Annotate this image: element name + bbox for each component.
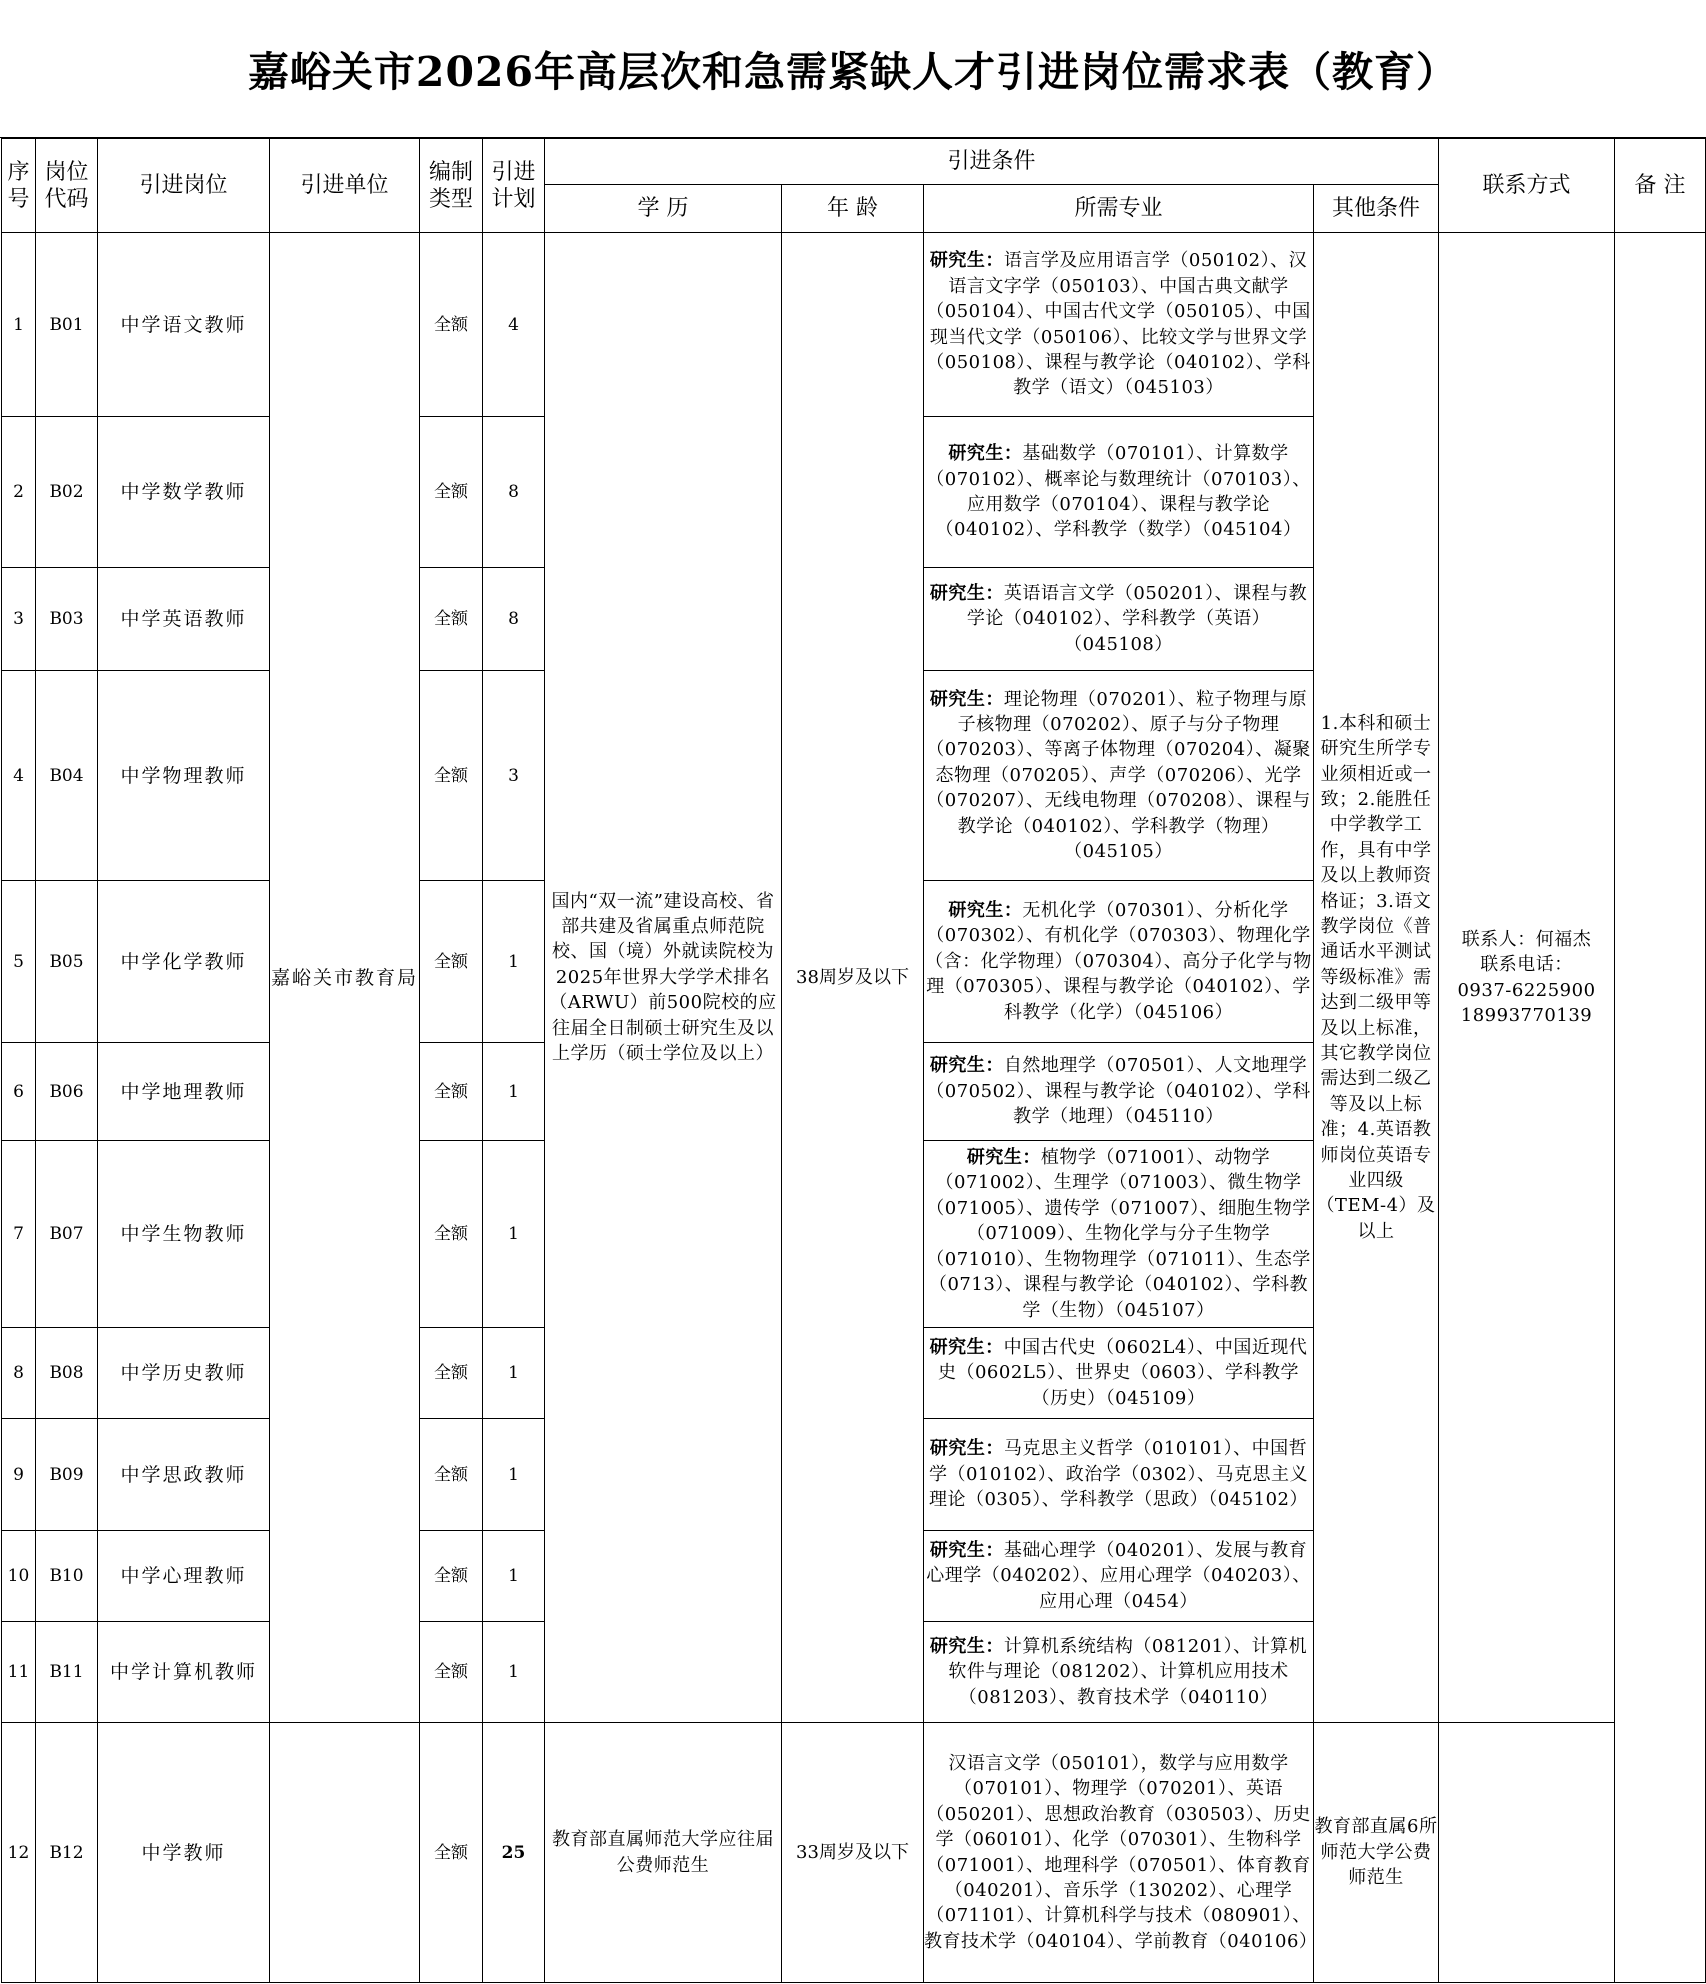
header-education: 学 历: [545, 185, 782, 233]
major-cell: [924, 417, 1314, 568]
table-row: [2, 1723, 1706, 1983]
major-cell: [924, 1141, 1314, 1328]
plan-cell: 4: [483, 233, 545, 417]
type-cell: 全额: [420, 1531, 483, 1622]
type-cell: 全额: [420, 1141, 483, 1328]
code-cell: B04: [36, 671, 98, 881]
code-cell: B05: [36, 881, 98, 1043]
seq-cell: 7: [2, 1141, 36, 1328]
education-cell: 国内“双一流”建设高校、省部共建及省属重点师范院校、国（境）外就读院校为2025年世界大学学术排名（ARWU）前500院校的应往届全日制硕士研究生及以上学历（硕士学位及以上）: [545, 233, 782, 1723]
major-text: 植物学（071001）、动物学（071002）、生理学（071003）、微生物学（071005）、遗传学（071007）、细胞生物学（071009）、生物化学与分子生物学（071010）、生物物理学（071011）、生态学（0713）、课程与教学论（040102）、学科教学（生物）（045107）: [926, 1147, 1311, 1321]
code-cell: B12: [36, 1723, 98, 1983]
seq-cell: 9: [2, 1419, 36, 1531]
title-band: [0, 0, 1706, 138]
other-conditions-cell: 1.本科和硕士研究生所学专业须相近或一致；2.能胜任中学教学工作，具有中学及以上教师资格证；3.语文教学岗位《普通话水平测试等级标准》需达到二级甲等及以上标准，其它教学岗位需达到二级乙等及以上标准；4.英语教师岗位英语专业四级（TEM-4）及以上: [1314, 233, 1439, 1723]
post-cell: 中学数学教师: [98, 417, 270, 568]
major-cell: [924, 881, 1314, 1043]
code-cell: B10: [36, 1531, 98, 1622]
seq-cell: 10: [2, 1531, 36, 1622]
education-cell: 教育部直属师范大学应往届公费师范生: [545, 1723, 782, 1983]
header-age: 年 龄: [782, 185, 924, 233]
type-cell: 全额: [420, 1622, 483, 1723]
header-major: 所需专业: [924, 185, 1314, 233]
seq-cell: 4: [2, 671, 36, 881]
major-text: 英语语言文学（050201）、课程与教学论（040102）、学科教学（英语）（045108）: [966, 582, 1308, 655]
major-text: 基础心理学（040201）、发展与教育心理学（040202）、应用心理学（040203）、应用心理（0454）: [926, 1539, 1311, 1612]
major-text: 语言学及应用语言学（050102）、汉语言文字学（050103）、中国古典文献学（050104）、中国古代文学（050105）、中国现当代文学（050106）、比较文学与世界文学（050108）、课程与教学论（040102）、学科教学（语文）（045103）: [926, 250, 1311, 399]
seq-cell: 8: [2, 1328, 36, 1419]
major-text: 基础数学（070101）、计算数学（070102）、概率论与数理统计（070103）、应用数学（070104）、课程与教学论（040102）、学科教学（数学）（045104）: [926, 443, 1311, 541]
seq-cell: 3: [2, 568, 36, 671]
code-cell: B03: [36, 568, 98, 671]
header-seq: 序号: [2, 139, 36, 233]
post-cell: 中学物理教师: [98, 671, 270, 881]
major-text: 自然地理学（070501）、人文地理学（070502）、课程与教学论（040102）、学科教学（地理）（045110）: [926, 1055, 1311, 1128]
post-cell: 中学思政教师: [98, 1419, 270, 1531]
code-cell: B01: [36, 233, 98, 417]
plan-cell: 8: [483, 417, 545, 568]
header-type: 编制类型: [420, 139, 483, 233]
major-label: 研究生：: [966, 1147, 1041, 1169]
major-cell: [924, 1622, 1314, 1723]
type-cell: 全额: [420, 1723, 483, 1983]
type-cell: 全额: [420, 417, 483, 568]
unit-cell: 嘉峪关市教育局: [270, 233, 420, 1723]
post-cell: 中学化学教师: [98, 881, 270, 1043]
major-cell: [924, 233, 1314, 417]
header-post: 引进岗位: [98, 139, 270, 233]
major-label: 研究生：: [929, 688, 1004, 710]
code-cell: B11: [36, 1622, 98, 1723]
header-plan: 引进计划: [483, 139, 545, 233]
major-cell: [924, 1043, 1314, 1141]
post-cell: 中学计算机教师: [98, 1622, 270, 1723]
plan-cell: 1: [483, 1622, 545, 1723]
seq-cell: 6: [2, 1043, 36, 1141]
major-label: 研究生：: [948, 443, 1023, 465]
type-cell: 全额: [420, 1328, 483, 1419]
plan-cell: 1: [483, 881, 545, 1043]
type-cell: 全额: [420, 233, 483, 417]
post-cell: 中学历史教师: [98, 1328, 270, 1419]
post-cell: 中学生物教师: [98, 1141, 270, 1328]
major-cell: [924, 568, 1314, 671]
post-cell: 中学心理教师: [98, 1531, 270, 1622]
header-row-1: [2, 139, 1706, 185]
plan-cell: 1: [483, 1419, 545, 1531]
header-conditions: 引进条件: [545, 139, 1439, 185]
code-cell: B07: [36, 1141, 98, 1328]
seq-cell: 5: [2, 881, 36, 1043]
plan-cell: 1: [483, 1328, 545, 1419]
code-cell: B09: [36, 1419, 98, 1531]
seq-cell: 12: [2, 1723, 36, 1983]
recruitment-table: [1, 138, 1706, 1983]
major-cell: [924, 1531, 1314, 1622]
header-contact: 联系方式: [1439, 139, 1615, 233]
major-text: 无机化学（070301）、分析化学（070302）、有机化学（070303）、物理化学（含：化学物理）（070304）、高分子化学与物理（070305）、课程与教学论（040102）、学科教学（化学）（045106）: [925, 899, 1312, 1023]
plan-cell: 1: [483, 1531, 545, 1622]
major-label: 研究生：: [929, 1055, 1004, 1077]
contact-cell: [1439, 1723, 1615, 1983]
major-label: 研究生：: [929, 1635, 1004, 1657]
unit-cell: [270, 1723, 420, 1983]
header-unit: 引进单位: [270, 139, 420, 233]
major-label: 研究生：: [929, 1539, 1004, 1561]
header-code: 岗位代码: [36, 139, 98, 233]
contact-cell: 联系人：何福杰 联系电话： 0937-6225900 18993770139: [1439, 233, 1615, 1723]
table-row: [2, 233, 1706, 417]
age-cell: 33周岁及以下: [782, 1723, 924, 1983]
plan-cell: 8: [483, 568, 545, 671]
code-cell: B06: [36, 1043, 98, 1141]
code-cell: B08: [36, 1328, 98, 1419]
header-other: 其他条件: [1314, 185, 1439, 233]
post-cell: 中学教师: [98, 1723, 270, 1983]
code-cell: B02: [36, 417, 98, 568]
post-cell: 中学地理教师: [98, 1043, 270, 1141]
post-cell: 中学英语教师: [98, 568, 270, 671]
major-cell: [924, 1328, 1314, 1419]
type-cell: 全额: [420, 671, 483, 881]
major-label: 研究生：: [929, 1438, 1004, 1460]
major-text: 中国古代史（0602L4）、中国近现代史（0602L5）、世界史（0603）、学科教学（历史）（045109）: [937, 1336, 1308, 1409]
type-cell: 全额: [420, 881, 483, 1043]
post-cell: 中学语文教师: [98, 233, 270, 417]
type-cell: 全额: [420, 568, 483, 671]
age-cell: 38周岁及以下: [782, 233, 924, 1723]
page-title: 嘉峪关市2026年高层次和急需紧缺人才引进岗位需求表（教育）: [247, 48, 1459, 96]
other-conditions-cell: 教育部直属6所师范大学公费师范生: [1314, 1723, 1439, 1983]
major-cell: [924, 671, 1314, 881]
major-text: 马克思主义哲学（010101）、中国哲学（010102）、政治学（0302）、马克思主义理论（0305）、学科教学（思政）（045102）: [928, 1438, 1309, 1511]
major-cell: 汉语言文学（050101），数学与应用数学（070101）、物理学（070201）、英语（050201）、思想政治教育（030503）、历史学（060101）、化学（070301）、生物科学（071001）、地理科学（070501）、体育教育（040201）、音乐学（130202）、心理学（071101）、计算机科学与技术（080901）、教育技术学（040104）、学前教育（040106）: [924, 1723, 1314, 1983]
type-cell: 全额: [420, 1419, 483, 1531]
seq-cell: 2: [2, 417, 36, 568]
major-label: 研究生：: [929, 582, 1004, 604]
note-cell: [1615, 233, 1706, 1983]
major-text: 理论物理（070201）、粒子物理与原子核物理（070202）、原子与分子物理（070203）、等离子体物理（070204）、凝聚态物理（070205）、声学（070206）、光学（070207）、无线电物理（070208）、课程与教学论（040102）、学科教学（物理）（045105）: [926, 688, 1311, 863]
seq-cell: 1: [2, 233, 36, 417]
plan-cell: 3: [483, 671, 545, 881]
major-label: 研究生：: [948, 899, 1023, 921]
seq-cell: 11: [2, 1622, 36, 1723]
plan-cell: 1: [483, 1141, 545, 1328]
plan-cell: 1: [483, 1043, 545, 1141]
major-label: 研究生：: [929, 1336, 1004, 1358]
major-text: 计算机系统结构（081201）、计算机软件与理论（081202）、计算机应用技术（081203）、教育技术学（040110）: [948, 1635, 1308, 1708]
plan-cell: 25: [483, 1723, 545, 1983]
major-cell: [924, 1419, 1314, 1531]
type-cell: 全额: [420, 1043, 483, 1141]
major-label: 研究生：: [929, 250, 1004, 272]
header-note: 备 注: [1615, 139, 1706, 233]
